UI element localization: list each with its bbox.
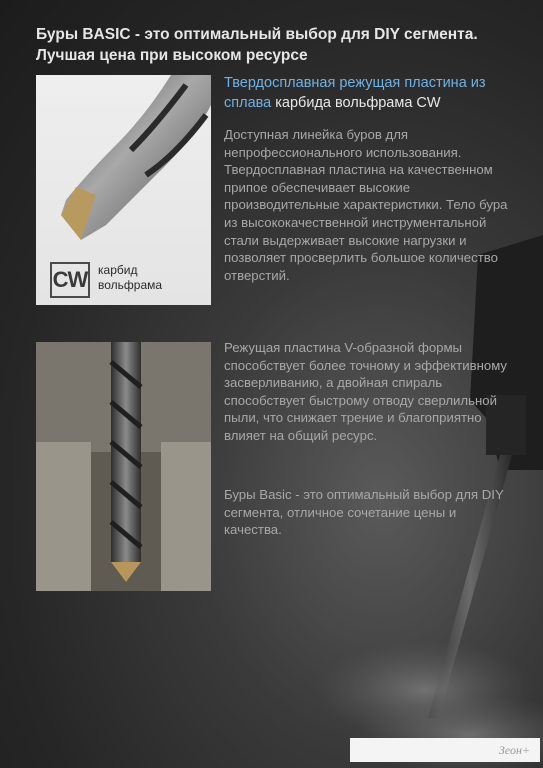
carbide-tip-image xyxy=(36,75,211,305)
subtitle-highlight: Твердосплавная режущая пластина из сплава xyxy=(224,75,486,111)
cw-label-line1: карбид xyxy=(98,263,138,277)
paragraph-3: Буры Basic - это оптимальный выбор для DIY сегмента, отличное сочетание цены и качества. xyxy=(224,487,504,538)
paragraph-1: Доступная линейка буров для непрофессионального использования. Твердосплавная пластина на качественном припое обеспечивает высокие производительные характеристики. Тело бура из высококачественной инструментальной стали выдерживает высокие нагрузки и позволяет просверлить большое количество отверстий. xyxy=(224,127,508,283)
cw-label-line2: вольфрама xyxy=(98,278,163,292)
paragraph-2: Режущая пластина V-образной формы способствует более точному и эффективному засверливанию, а двойная спираль способствует быстрому отводу сверлильной пыли, что снижает трение и благоприятно влияет на общий ресурс. xyxy=(224,340,508,443)
cw-badge-label xyxy=(98,263,198,293)
section-subtitle xyxy=(224,74,514,113)
subtitle-rest: карбида вольфрама CW xyxy=(275,94,441,111)
drill-in-concrete-illustration xyxy=(36,342,211,591)
page-heading: Буры BASIC - это оптимальный выбор для DIY сегмента. Лучшая цена при высоком ресурсе xyxy=(36,26,478,65)
cw-badge: CW xyxy=(50,262,90,298)
bit-in-concrete-image xyxy=(36,342,211,591)
watermark: Зеон+ xyxy=(350,738,540,762)
